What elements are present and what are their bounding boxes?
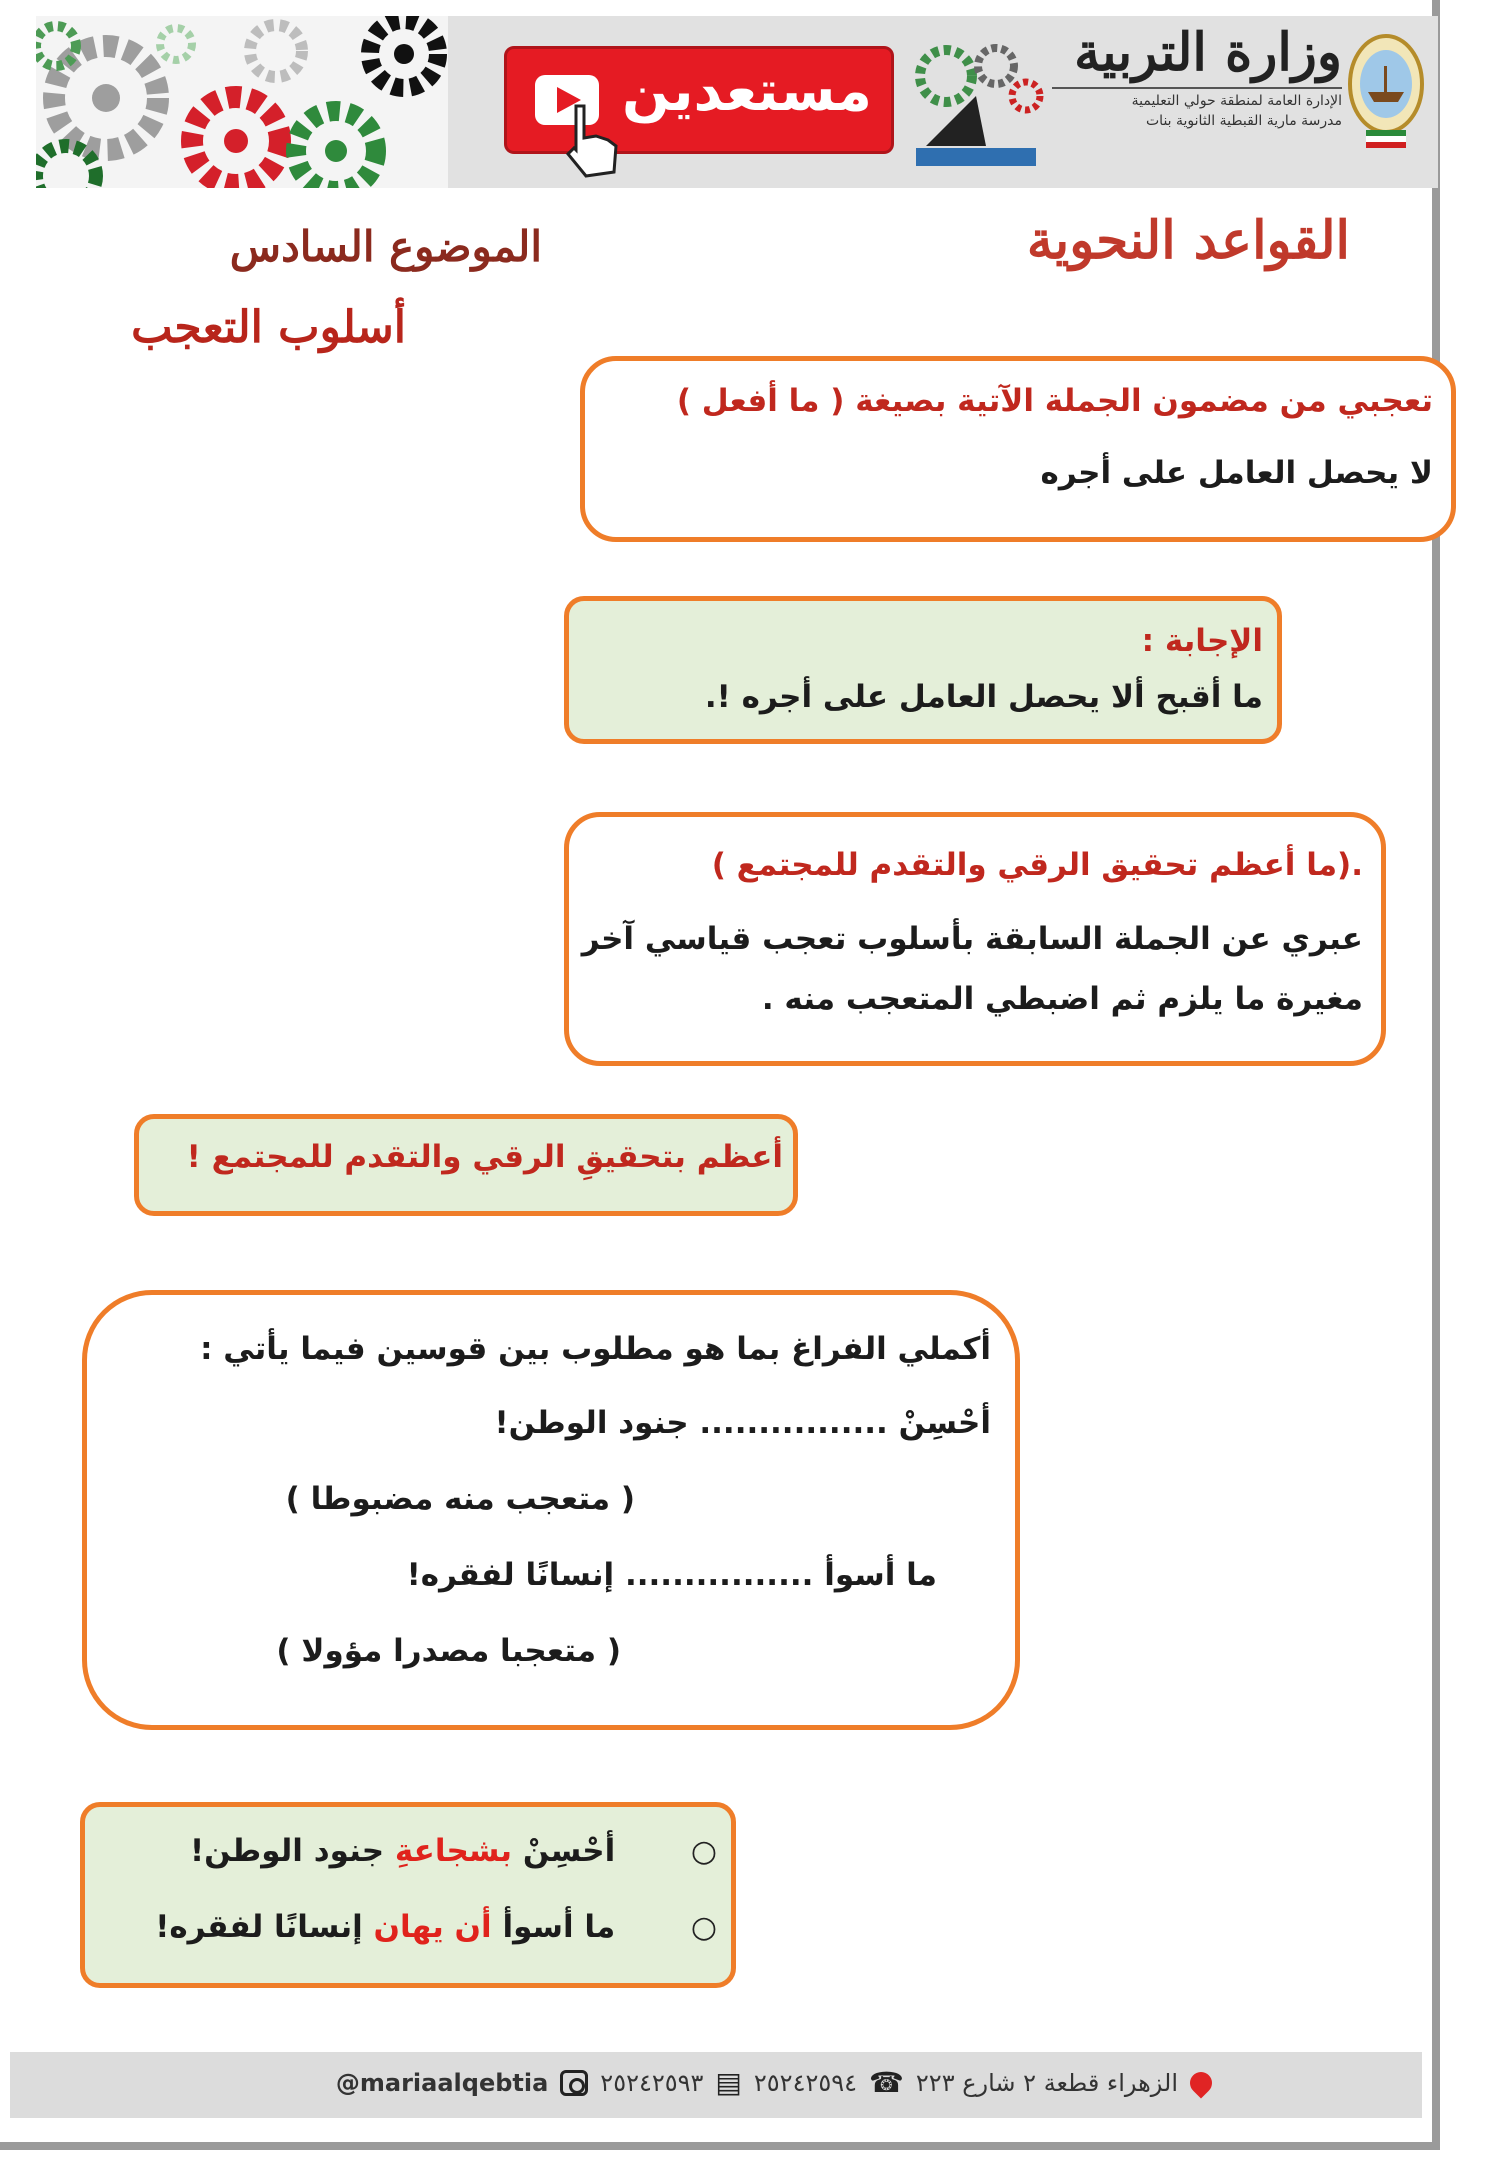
fax-icon: ▤: [715, 2066, 742, 2099]
footer: [10, 2052, 1422, 2118]
question-1-box: [580, 356, 1456, 542]
question-3-hint-1: ( متعجب منه مضبوطا ): [285, 1481, 635, 1517]
answer-3-item-1-after: جنود الوطن!: [190, 1833, 385, 1869]
answer-1-text: ما أقبح ألا يحصل العامل على أجره !.: [704, 679, 1263, 715]
question-3-prompt: [200, 1331, 991, 1367]
answer-3-item-1-before: أحْسِنْ: [522, 1833, 616, 1869]
footer-fax: ٢٥٢٤٢٥٩٣: [600, 2068, 704, 2097]
instagram-icon: [560, 2070, 588, 2096]
footer-address: الزهراء قطعة ٢ شارع ٢٢٣: [915, 2068, 1178, 2097]
question-2-line-2: مغيرة ما يلزم ثم اضبطي المتعجب منه .: [761, 981, 1363, 1017]
question-3-item-1: أحْسِنْ ................ جنود الوطن!: [494, 1405, 991, 1441]
answer-2-text: أعظم بتحقيقِ الرقي والتقدم للمجتمع !: [186, 1139, 783, 1175]
question-3-hint-2: ( متعجبا مصدرا مؤولا ): [276, 1633, 621, 1669]
pointer-hand-icon: [556, 102, 626, 182]
answer-1-box: [564, 596, 1282, 744]
question-2-line-1: عبري عن الجملة السابقة بأسلوب تعجب قياسي آخر: [581, 921, 1363, 957]
answer-3-item-2-after: إنسانًا لفقره!: [155, 1909, 363, 1945]
answer-3-item-1: [190, 1833, 717, 1869]
phone-icon: ☎: [869, 2066, 904, 2099]
answer-3-item-2-fill: أن يهان: [373, 1909, 492, 1945]
ministry-rule: [1052, 87, 1342, 89]
question-3-box: [82, 1290, 1020, 1730]
ministry-block: [1052, 22, 1342, 129]
question-2-box: [564, 812, 1386, 1066]
youtube-label: مستعدين: [622, 59, 872, 124]
question-2-quote: .(ما أعظم تحقيق الرقي والتقدم للمجتمع ): [711, 847, 1363, 883]
style-title: أسلوب التعجب: [131, 302, 406, 353]
question-3-prompt-text: أكملي الفراغ بما هو مطلوب بين قوسين فيما يأتي :: [200, 1331, 991, 1367]
footer-phone: ٢٥٢٤٢٥٩٤: [753, 2068, 858, 2097]
location-pin-icon: [1185, 2067, 1216, 2098]
ministry-subline-2: مدرسة مارية القبطية الثانوية بنات: [1146, 113, 1342, 129]
footer-instagram[interactable]: @mariaalqebtia: [335, 2068, 549, 2097]
answer-2-box: [134, 1114, 798, 1216]
answer-1-label: الإجابة :: [1141, 623, 1263, 659]
question-1-sentence: لا يحصل العامل على أجره: [1040, 455, 1433, 491]
answer-3-item-1-fill: بشجاعةِ: [394, 1833, 513, 1869]
question-3-item-2: ما أسوأ ................ إنسانًا لفقره!: [406, 1557, 937, 1593]
bullet-icon: ○: [690, 1834, 717, 1869]
header-banner: [36, 16, 1438, 188]
answer-3-item-2: [155, 1909, 717, 1945]
ministry-subline-1: الإدارة العامة لمنطقة حولي التعليمية: [1131, 93, 1342, 109]
page-title: القواعد النحوية: [1026, 210, 1350, 271]
answer-3-item-2-before: ما أسوأ: [502, 1909, 616, 1945]
emblem-icon: [1346, 32, 1426, 150]
school-logo-icon: [906, 36, 1056, 176]
question-1-prompt: تعجبي من مضمون الجملة الآتية بصيغة ( ما أفعل ): [676, 383, 1433, 419]
footer-contact-row: [336, 2066, 1212, 2099]
topic-title: الموضوع السادس: [229, 222, 542, 271]
answer-3-box: [80, 1802, 736, 1988]
ministry-title: وزارة التربية: [1074, 22, 1342, 83]
bullet-icon: ○: [690, 1910, 717, 1945]
gears-icon: [36, 16, 448, 188]
gears-decoration: [36, 16, 448, 188]
